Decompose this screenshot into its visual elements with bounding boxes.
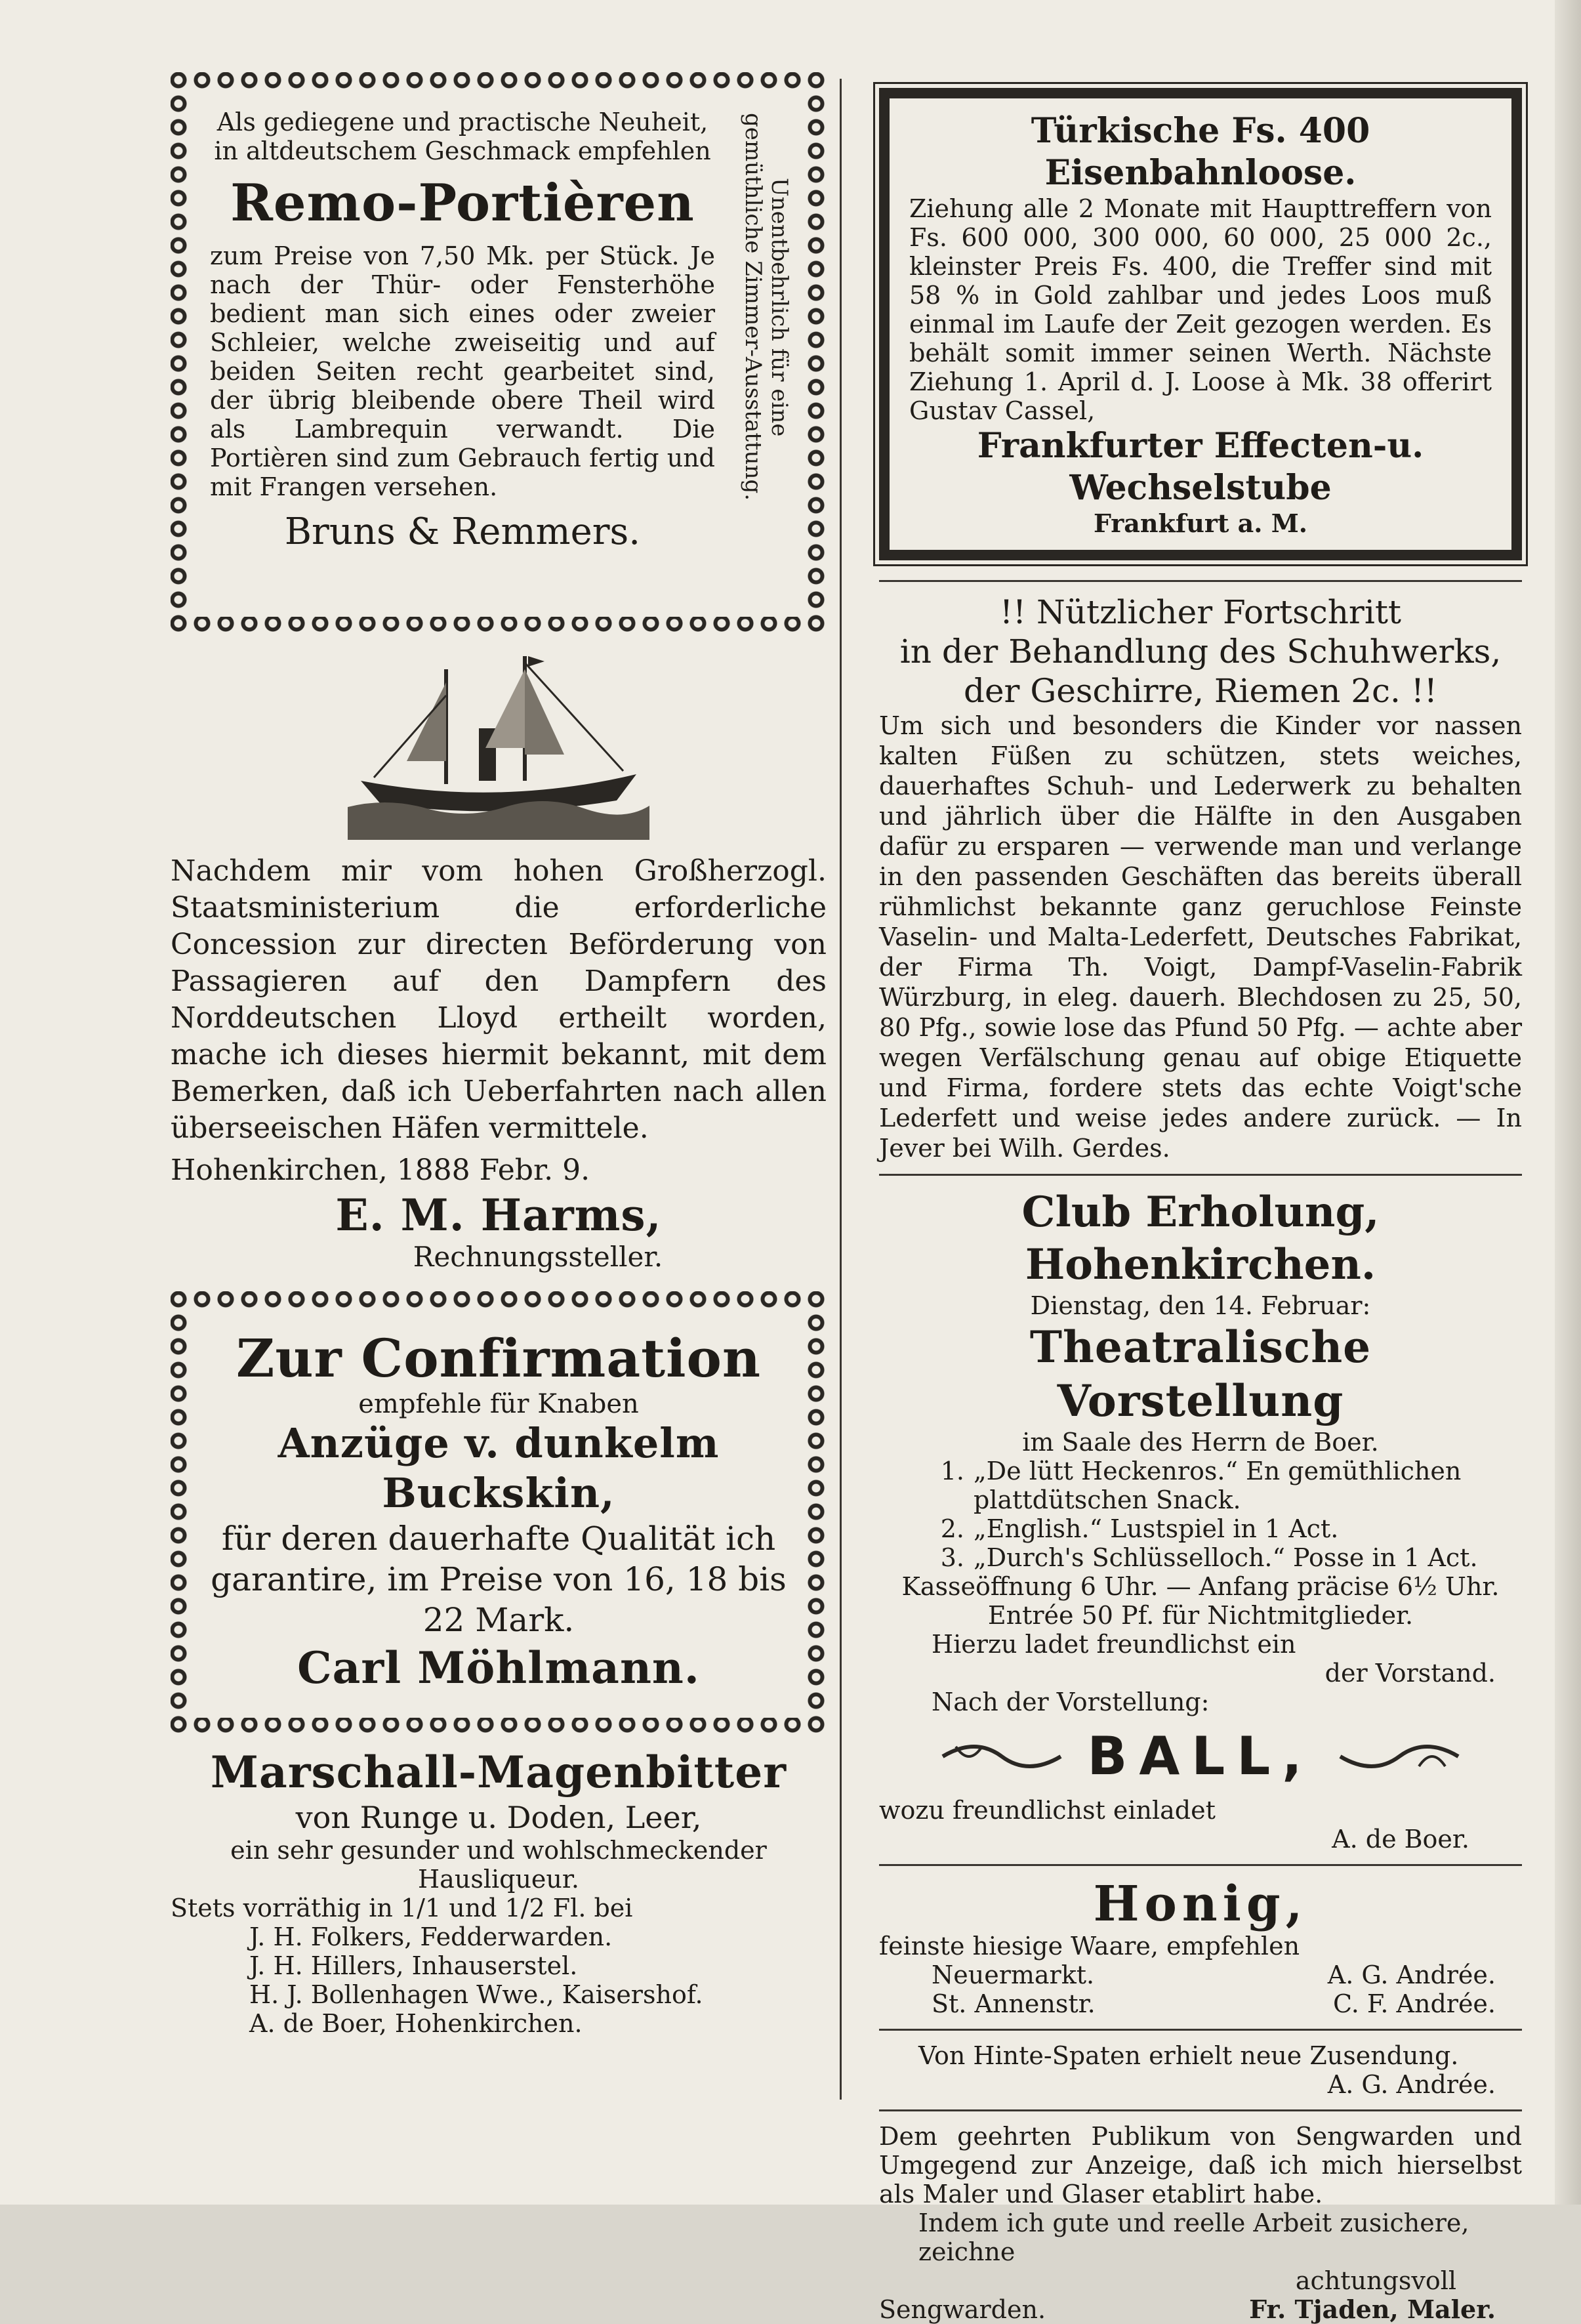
club-times: Kasseöffnung 6 Uhr. — Anfang präcise 6½ Uhr. [901, 1572, 1500, 1601]
honig-row: St. Annenstr. C. F. Andrée. [932, 1989, 1496, 2018]
page-edge [1555, 0, 1581, 2205]
schuhwerk-body: Um sich und besonders die Kinder vor nassen kalten Füßen zu schützen, stets weiches, dauerhaftes Schuh- und Lederwerk zu behalten und jährlich über die Hälfte in den Ausgaben dafür zu ersparen — verwende man und verlange in den passenden Geschäften das bereits überall rühmlichst bekannte ganz geruchlose Feinste Vaselin- und Malta-Lederfett, Deutsches Fabrikat, der Firma Th. Voigt, Dampf-Vaselin-Fabrik Würzburg, in eleg. dauerh. Blechdosen zu 25, 50, 80 Pfg., sowie lose das Pfund 50 Pfg. — achte aber wegen Verfälschung genau auf obige Etiquette und Firma, fordere stets das echte Voigt'sche Lederfett und weise jedes andere zurück. — In Jever bei Wilh. Gerdes. [879, 711, 1522, 1163]
program-item: 2. „English.“ Lustspiel in 1 Act. [940, 1514, 1339, 1543]
maler-name: Fr. Tjaden, Maler. [1249, 2294, 1496, 2324]
loose-city: Frankfurt a. M. [1093, 508, 1308, 538]
steamship-illustration [348, 643, 649, 840]
loose-headline: Türkische Fs. 400 Eisenbahnloose. [1031, 111, 1370, 193]
ball-word: BALL, [1087, 1726, 1314, 1787]
honig-row: Neuermarkt. A. G. Andrée. [932, 1961, 1496, 1989]
left-column [171, 72, 827, 2038]
magenbitter-line-2: ein sehr gesunder und wohlschmeckender Hausliqueur. [230, 1836, 767, 1894]
vendor-item: J. H. Hillers, Inhauserstel. [249, 1951, 578, 1980]
club-host: A. de Boer. [1332, 1825, 1469, 1854]
vendor-item: H. J. Bollenhagen Wwe., Kaisershof. [249, 1980, 703, 2009]
flourish-right-icon [1334, 1733, 1465, 1779]
confirmation-line-2: Anzüge v. dunkelm Buckskin, [277, 1419, 720, 1517]
portieren-signature: Bruns & Remmers. [284, 510, 641, 553]
rule [879, 1864, 1522, 1866]
portieren-intro-2: in altdeutschem Geschmack empfehlen [214, 136, 711, 165]
loose-body: Ziehung alle 2 Monate mit Haupttreffern von Fs. 600 000, 300 000, 60 000, 25 000 2c., kleinster Preis Fs. 400, die Treffer sind mit 58 % in Gold zahlbar und jedes Loos muß einmal im Laufe der Zeit gezogen werden. Es behält somit immer seinen Werth. Nächste Ziehung 1. April d. J. Loose à Mk. 38 offerirt Gustav Cassel, [909, 194, 1492, 425]
loose-ad [879, 88, 1522, 560]
club-headline: Club Erholung, Hohenkirchen. [1021, 1188, 1380, 1289]
confirmation-ad [171, 1291, 827, 1737]
schuhwerk-headline-2: in der Behandlung des Schuhwerks, [899, 633, 1502, 671]
honig-headline: Honig, [1093, 1876, 1308, 1932]
spaten-name: A. G. Andrée. [1327, 2070, 1496, 2099]
maler-place: Sengwarden. [879, 2295, 1046, 2324]
club-program [879, 1457, 1522, 1572]
confirmation-body: für deren dauerhafte Qualität ich garantire, im Preise von 16, 18 bis 22 Mark. [211, 1520, 787, 1639]
loose-firm: Frankfurter Effecten-u. Wechselstube [977, 426, 1424, 508]
club-board: der Vorstand. [1324, 1659, 1496, 1688]
maler-body: Dem geehrten Publikum von Sengwarden und Umgegend zur Anzeige, daß ich mich hierselbst als Maler und Glaser etablirt habe. [879, 2122, 1522, 2209]
vendor-item: J. H. Folkers, Fedderwarden. [249, 1922, 613, 1951]
club-invite: Hierzu ladet freundlichst ein [932, 1630, 1296, 1659]
portieren-headline: Remo-Portièren [230, 173, 695, 233]
lloyd-name: E. M. Harms, [335, 1190, 662, 1241]
column-divider [840, 79, 842, 2100]
rule [879, 580, 1522, 582]
club-ball-invite: wozu freundlichst einladet [879, 1796, 1216, 1825]
club-date: Dienstag, den 14. Februar: [1030, 1291, 1371, 1320]
program-item: 1. „De lütt Heckenros.“ En gemüthlichen plattdütschen Snack. [940, 1457, 1462, 1514]
portieren-side-text: Unentbehrlich für eine gemüthliche Zimmer-Ausstattung. [740, 113, 792, 501]
schuhwerk-headline-1: !! Nützlicher Fortschritt [999, 593, 1402, 631]
right-column [879, 72, 1522, 2324]
magenbitter-line-1: von Runge u. Doden, Leer, [295, 1800, 702, 1835]
maler-closing: achtungsvoll [1295, 2266, 1456, 2295]
flourish-left-icon [936, 1733, 1067, 1779]
portieren-intro-1: Als gediegene und practische Neuheit, [216, 108, 708, 136]
confirmation-line-1: empfehle für Knaben [358, 1389, 639, 1419]
club-event: Theatralische Vorstellung [1029, 1321, 1372, 1426]
vendor-item: A. de Boer, Hohenkirchen. [249, 2009, 583, 2038]
ball-banner [879, 1726, 1522, 1787]
rule [879, 2109, 1522, 2111]
portieren-body: zum Preise von 7,50 Mk. per Stück. Je nach der Thür- oder Fensterhöhe bedient man sich eines oder zweier Schleier, welche zweiseitig und auf beiden Seiten recht gearbeitet sind, der übrig bleibende obere Theil wird als Lambrequin verwandt. Die Portièren sind zum Gebrauch fertig und mit Frangen versehen. [210, 241, 715, 501]
confirmation-signature: Carl Möhlmann. [297, 1642, 700, 1693]
confirmation-headline: Zur Confirmation [236, 1327, 762, 1389]
spaten-line: Von Hinte-Spaten erhielt neue Zusendung. [918, 2041, 1459, 2070]
magenbitter-vendors [171, 1922, 827, 2038]
rule [879, 1174, 1522, 1176]
maler-signature-row [879, 2295, 1522, 2324]
magenbitter-headline: Marschall-Magenbitter [210, 1747, 787, 1798]
lloyd-body: Nachdem mir vom hohen Großherzogl. Staatsministerium die erforderliche Concession zur directen Beförderung von Passagieren auf den Dampfern des Norddeutschen Lloyd ertheilt worden, mache ich dieses hiermit bekannt, mit dem Bemerken, daß ich Ueberfahrten nach allen überseeischen Häfen vermittele. [171, 854, 827, 1145]
maler-body-2: Indem ich gute und reelle Arbeit zusichere, zeichne [918, 2209, 1469, 2266]
schuhwerk-headline-3: der Geschirre, Riemen 2c. !! [963, 672, 1438, 710]
lloyd-place-date: Hohenkirchen, 1888 Febr. 9. [171, 1153, 590, 1187]
club-venue: im Saale des Herrn de Boer. [1022, 1428, 1379, 1457]
honig-line-1: feinste hiesige Waare, empfehlen [879, 1932, 1300, 1961]
lloyd-title: Rechnungssteller. [413, 1241, 663, 1273]
club-entree: Entrée 50 Pf. für Nichtmitglieder. [987, 1601, 1414, 1630]
magenbitter-line-3: Stets vorräthig in 1/1 und 1/2 Fl. bei [171, 1894, 633, 1922]
rule [879, 2029, 1522, 2031]
portieren-ad [171, 72, 827, 636]
program-item: 3. „Durch's Schlüsselloch.“ Posse in 1 Act. [940, 1543, 1478, 1572]
club-after: Nach der Vorstellung: [932, 1688, 1210, 1716]
